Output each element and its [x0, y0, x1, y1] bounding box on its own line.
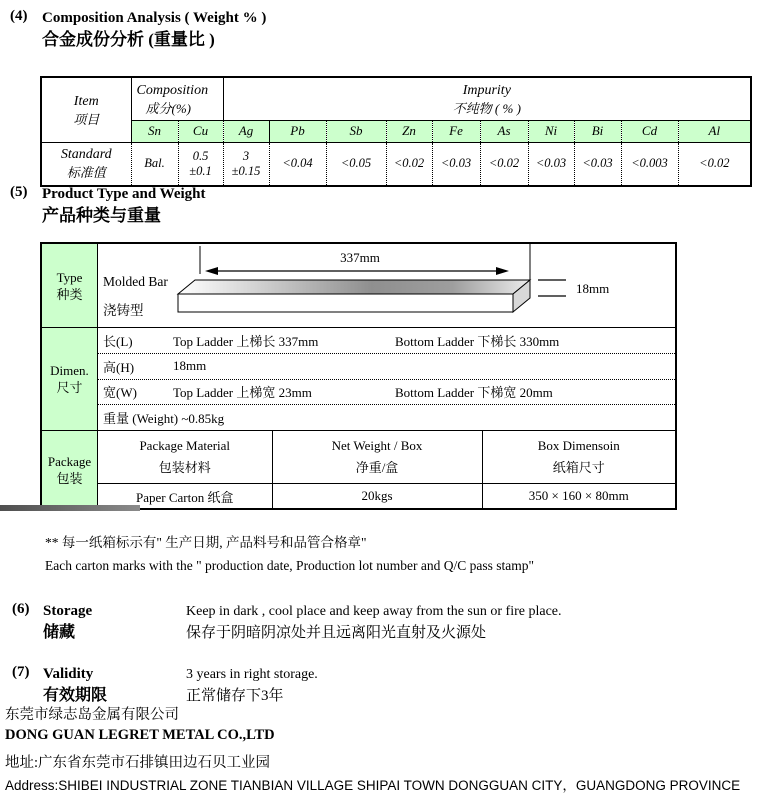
section4-titles: [42, 8, 266, 52]
value-line1: <0.02: [699, 156, 730, 170]
validity-section: [12, 664, 318, 707]
spacer: [12, 622, 43, 644]
value-line1: <0.02: [488, 156, 520, 170]
dim-top-ladder: Top Ladder 上梯宽 23mm: [173, 385, 312, 401]
header-zh: 包装材料: [158, 460, 211, 475]
dim-label: 高(H): [103, 359, 135, 375]
standard-value-zn: [386, 142, 432, 186]
standard-value-sb: [326, 142, 386, 186]
section4-title-zh: 合金成份分析 (重量比 ): [42, 30, 215, 49]
composition-header-cell: [131, 77, 223, 120]
section5-number: (5): [10, 184, 28, 200]
dim-top-ladder: 18mm: [173, 358, 207, 374]
molded-bar-diagram: [98, 244, 676, 327]
value-line1: <0.03: [440, 156, 472, 170]
standard-value-bi: [574, 142, 621, 186]
section4-heading: [10, 8, 266, 52]
type-value-zh: 浇铸型: [103, 303, 144, 318]
standard-values-row: [41, 142, 751, 186]
composition-label-en: Composition: [136, 82, 209, 98]
dim-label: 重量 (Weight) ~0.85kg: [103, 411, 225, 427]
storage-section: [12, 601, 562, 644]
value-line1: <0.03: [582, 156, 613, 170]
package-label-zh: 包装: [56, 470, 83, 486]
dim-label: 宽(W): [103, 385, 137, 401]
standard-value-sn: [131, 142, 178, 186]
validity-label-zh: 有效期限: [43, 687, 108, 704]
type-label-en: Type: [56, 269, 83, 285]
dimension-row-weight: [98, 405, 675, 430]
dim-bottom-ladder: Bottom Ladder 下梯长 330mm: [395, 333, 560, 349]
element-header-ag: Ag: [223, 120, 269, 142]
arrowhead-left-icon: [205, 267, 218, 275]
dimension-row-length: [98, 328, 675, 354]
standard-value-pb: [269, 142, 326, 186]
section6-number: (6): [12, 601, 30, 617]
net-weight-value: 20kgs: [272, 484, 482, 509]
element-header-pb: Pb: [269, 120, 326, 142]
storage-label-zh: 储藏: [43, 624, 76, 641]
company-name-en: DONG GUAN LEGRET METAL CO.,LTD: [5, 727, 275, 743]
type-content-cell: [98, 243, 677, 328]
carton-note-zh: ** 每一纸箱标示有" 生产日期, 产品料号和品管合格章": [45, 535, 367, 550]
package-content-cell: [98, 431, 677, 510]
dimension-row-height: [98, 354, 675, 380]
type-header-cell: [41, 243, 98, 328]
value-line2: ±0.1: [189, 163, 212, 178]
standard-value-ni: [528, 142, 574, 186]
dimen-header-cell: [41, 328, 98, 431]
standard-value-cd: [621, 142, 678, 186]
type-value-en: Molded Bar: [103, 274, 168, 289]
item-label-zh: 项目: [73, 111, 100, 127]
impurity-label-en: Impurity: [462, 82, 511, 98]
dim-bottom-ladder: Bottom Ladder 下梯宽 20mm: [395, 385, 553, 401]
box-dimension-header: [482, 431, 675, 484]
package-value-row: [98, 484, 675, 509]
section4-number: (4): [10, 8, 28, 24]
company-address-en: Address:SHIBEI INDUSTRIAL ZONE TIANBIAN VILLAGE SHIPAI TOWN DONGGUAN CITY，GUANGDONG PROVINCE: [5, 778, 741, 793]
section7-number: (7): [12, 664, 30, 680]
value-line1: 3: [242, 148, 250, 163]
company-address-zh: 地址:广东省东莞市石排镇田边石贝工业园: [5, 755, 271, 771]
value-line1: <0.05: [340, 156, 372, 170]
header-zh: 净重/盒: [355, 460, 399, 475]
dim-top-ladder: Top Ladder 上梯长 337mm: [173, 333, 319, 349]
storage-label-en: Storage: [43, 603, 93, 619]
header-en: Package Material: [139, 438, 231, 453]
header-zh: 纸箱尺寸: [552, 460, 605, 475]
element-header-sb: Sb: [326, 120, 386, 142]
section5-title-en: Product Type and Weight: [42, 186, 206, 202]
standard-label-zh: 标准值: [66, 165, 106, 180]
validity-value-zh: 正常储存下3年: [186, 688, 284, 704]
bar-front-face: [178, 294, 513, 312]
package-header-row: [98, 431, 675, 484]
header-en: Box Dimensoin: [537, 438, 620, 453]
arrowhead-right-icon: [496, 267, 509, 275]
section5-title-zh: 产品种类与重量: [42, 206, 161, 225]
section5-heading: [10, 184, 206, 228]
value-line2: ±0.15: [231, 163, 261, 178]
dimension-row-width: [98, 380, 675, 406]
standard-value-ag: [223, 142, 269, 186]
composition-table: [40, 76, 752, 187]
package-header-cell: [41, 431, 98, 510]
section4-title-en: Composition Analysis ( Weight % ): [42, 10, 267, 26]
dimen-label-en: Dimen.: [50, 363, 89, 378]
value-line1: <0.02: [393, 156, 425, 170]
dim-label: 长(L): [103, 333, 133, 349]
package-table: [98, 431, 675, 508]
net-weight-header: [272, 431, 482, 484]
item-header-cell: [41, 77, 131, 142]
type-label-zh: 种类: [56, 286, 83, 302]
validity-label-en: Validity: [43, 666, 94, 682]
dimen-content-cell: [98, 328, 677, 431]
value-line1: Bal.: [144, 156, 165, 170]
package-material-value: Paper Carton 纸盒: [136, 489, 234, 505]
scan-artifact-bar: [0, 505, 140, 511]
item-label-en: Item: [73, 93, 99, 109]
standard-row-label: [41, 142, 131, 186]
standard-value-al: [678, 142, 751, 186]
impurity-label-zh: 不纯物 ( % ): [452, 100, 521, 116]
element-header-sn: Sn: [131, 120, 178, 142]
standard-label-en: Standard: [60, 147, 112, 162]
element-header-zn: Zn: [386, 120, 432, 142]
element-symbols-row: [41, 120, 751, 142]
section5-titles: [42, 184, 206, 228]
package-material-header: [98, 431, 272, 484]
package-label-en: Package: [47, 453, 92, 469]
company-name-zh: 东莞市绿志岛金属有限公司: [5, 707, 179, 723]
type-content: [98, 244, 675, 327]
length-dimension-label: 337mm: [340, 250, 380, 265]
standard-value-cu: [178, 142, 223, 186]
standard-value-fe: [432, 142, 480, 186]
standard-value-as: [480, 142, 528, 186]
storage-value-zh: 保存于阴暗阴凉处并且远离阳光直射及火源处: [186, 625, 487, 641]
element-header-fe: Fe: [432, 120, 480, 142]
value-line1: <0.003: [631, 156, 668, 170]
dimen-label-zh: 尺寸: [56, 380, 83, 395]
element-header-bi: Bi: [574, 120, 621, 142]
value-line1: 0.5: [192, 148, 209, 163]
value-line1: <0.03: [535, 156, 567, 170]
element-header-as: As: [480, 120, 528, 142]
box-dimension-value: 350 × 160 × 80mm: [482, 484, 675, 509]
validity-value-en: 3 years in right storage.: [186, 667, 318, 682]
composition-label-zh: 成分(%): [145, 100, 191, 116]
carton-note-en: Each carton marks with the " production date, Production lot number and Q/C pass stamp": [45, 558, 535, 573]
element-header-cd: Cd: [621, 120, 678, 142]
element-header-ni: Ni: [528, 120, 574, 142]
height-dimension-label: 18mm: [576, 281, 610, 296]
element-header-al: Al: [678, 120, 751, 142]
storage-value-en: Keep in dark , cool place and keep away from the sun or fire place.: [186, 604, 562, 619]
header-en: Net Weight / Box: [331, 438, 423, 453]
bar-top-face: [178, 280, 530, 294]
product-table: [40, 242, 677, 510]
dimension-rows: [98, 328, 675, 430]
element-header-cu: Cu: [178, 120, 223, 142]
value-line1: <0.04: [282, 156, 313, 170]
impurity-header-cell: [223, 77, 751, 120]
